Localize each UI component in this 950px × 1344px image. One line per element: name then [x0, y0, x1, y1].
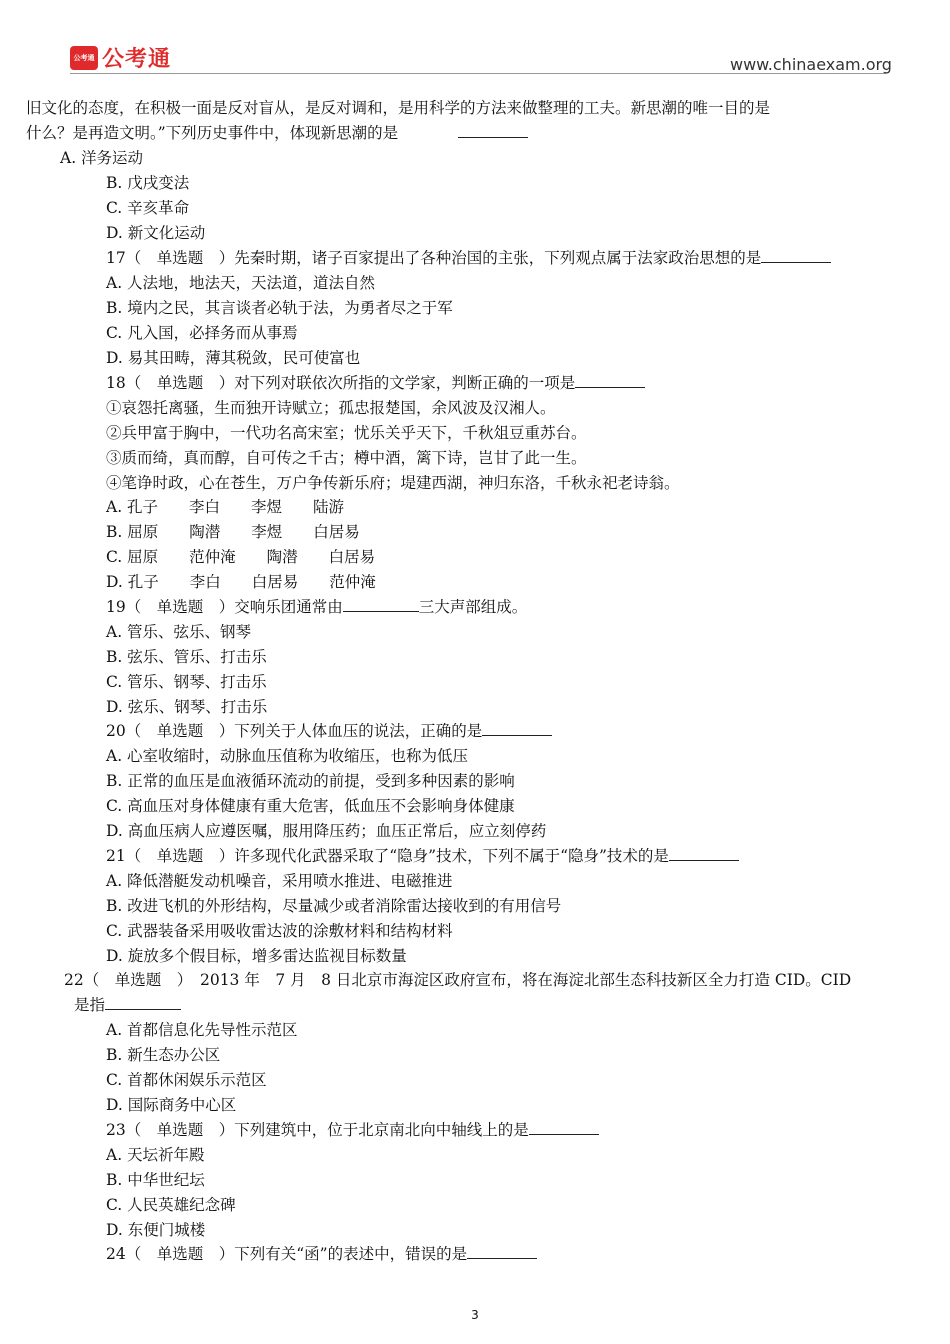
question-line: 17（ 单选题 ）先秦时期，诸子百家提出了各种治国的主张，下列观点属于法家政治思想的是 [106, 248, 831, 268]
question-line: 20（ 单选题 ）下列关于人体血压的说法，正确的是 [106, 721, 552, 741]
answer-blank [575, 373, 645, 388]
option-line: C. 凡入国，必择务而从事焉 [106, 324, 298, 342]
answer-blank [467, 1244, 537, 1259]
answer-blank [458, 123, 528, 138]
option-line: D. 弦乐、钢琴、打击乐 [106, 698, 268, 716]
option-line: D. 东便门城楼 [106, 1221, 206, 1239]
option-line: A. 人法地，地法天，天法道，道法自然 [106, 274, 376, 292]
option-line: C. 屈原 范仲淹 陶潜 白居易 [106, 548, 376, 566]
option-line: C. 高血压对身体健康有重大危害，低血压不会影响身体健康 [106, 797, 515, 815]
site-url: www.chinaexam.org [730, 55, 892, 74]
text-line: ③质而绮，真而醇，自可传之千古；樽中酒，篱下诗，岂甘了此一生。 [106, 449, 587, 467]
page-header [0, 0, 950, 100]
option-line: B. 改进飞机的外形结构，尽量减少或者消除雷达接收到的有用信号 [106, 897, 562, 915]
answer-blank [669, 846, 739, 861]
option-line: A. 首都信息化先导性示范区 [106, 1021, 298, 1039]
question-line: 23（ 单选题 ）下列建筑中，位于北京南北向中轴线上的是 [106, 1120, 599, 1140]
option-line: C. 辛亥革命 [106, 199, 190, 217]
logo-text: 公考通 [102, 47, 172, 72]
option-line: A. 洋务运动 [60, 149, 144, 167]
text-line: 什么？是再造文明。”下列历史事件中，体现新思潮的是 [26, 123, 528, 143]
text-line: 旧文化的态度，在积极一面是反对盲从，是反对调和，是用科学的方法来做整理的工夫。新思潮的唯一目的是 [26, 99, 771, 117]
answer-blank [482, 721, 552, 736]
option-line: A. 孔子 李白 李煜 陆游 [106, 498, 345, 516]
option-line: A. 心室收缩时，动脉血压值称为收缩压，也称为低压 [106, 747, 469, 765]
text-line: ①哀怨托离骚，生而独开诗赋立；孤忠报楚国，余风波及汉湘人。 [106, 399, 556, 417]
option-line: D. 新文化运动 [106, 224, 206, 242]
page-number: 3 [471, 1308, 479, 1322]
option-line: B. 中华世纪坛 [106, 1171, 205, 1189]
question-line: 19（ 单选题 ）交响乐团通常由 三大声部组成。 [106, 598, 528, 616]
question-line: 24（ 单选题 ）下列有关“函”的表述中，错误的是 [106, 1244, 537, 1264]
answer-blank [761, 248, 831, 263]
option-line: C. 首都休闲娱乐示范区 [106, 1071, 267, 1089]
logo-badge: 公考通 [70, 46, 98, 70]
question-line: 18（ 单选题 ）对下列对联依次所指的文学家，判断正确的一项是 [106, 373, 645, 393]
option-line: B. 弦乐、管乐、打击乐 [106, 648, 267, 666]
option-line: B. 新生态办公区 [106, 1046, 221, 1064]
option-line: A. 管乐、弦乐、钢琴 [106, 623, 252, 641]
option-line: B. 戊戌变法 [106, 174, 190, 192]
option-line: A. 降低潜艇发动机噪音，采用喷水推进、电磁推进 [106, 872, 453, 890]
option-line: A. 天坛祈年殿 [106, 1146, 205, 1164]
answer-blank [343, 597, 419, 612]
option-line: D. 孔子 李白 白居易 范仲淹 [106, 573, 376, 591]
option-line: B. 屈原 陶潜 李煜 白居易 [106, 523, 360, 541]
option-line: B. 正常的血压是血液循环流动的前提，受到多种因素的影响 [106, 772, 515, 790]
option-line: D. 高血压病人应遵医嘱，服用降压药；血压正常后，应立刻停药 [106, 822, 547, 840]
text-line: ④笔诤时政，心在苍生，万户争传新乐府；堤建西湖，神归东洛，千秋永祀老诗翁。 [106, 474, 680, 492]
option-line: B. 境内之民，其言谈者必轨于法，为勇者尽之于军 [106, 299, 453, 317]
text-line: ②兵甲富于胸中，一代功名高宋室；忧乐关乎天下，千秋俎豆重苏台。 [106, 424, 587, 442]
option-line: C. 人民英雄纪念碑 [106, 1196, 236, 1214]
option-line: D. 国际商务中心区 [106, 1096, 237, 1114]
question-line: 22（ 单选题 ） 2013 年 7 月 8 日北京市海淀区政府宣布，将在海淀北部生态科技新区全力打造 CID。CID [64, 971, 852, 989]
option-line: D. 易其田畴，薄其税敛，民可使富也 [106, 349, 361, 367]
option-line: C. 管乐、钢琴、打击乐 [106, 673, 267, 691]
question-line: 21（ 单选题 ）许多现代化武器采取了“隐身”技术，下列不属于“隐身”技术的是 [106, 846, 739, 866]
answer-blank [105, 995, 181, 1010]
answer-blank [529, 1120, 599, 1135]
text-line: 是指 [74, 995, 181, 1015]
option-line: C. 武器装备采用吸收雷达波的涂敷材料和结构材料 [106, 922, 453, 940]
option-line: D. 旋放多个假目标，增多雷达监视目标数量 [106, 947, 407, 965]
